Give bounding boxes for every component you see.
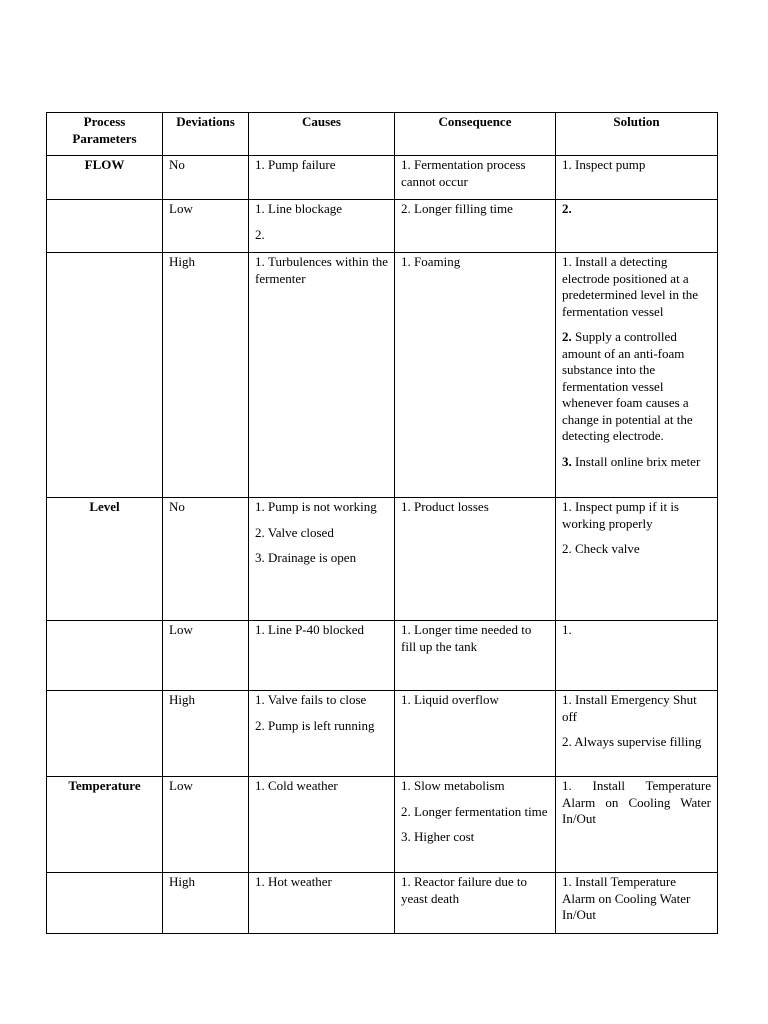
cell-causes-item: 2. <box>255 226 265 242</box>
cell-consequence <box>395 253 556 498</box>
solution-text: 2. Check valve <box>562 541 640 556</box>
cell-consequence <box>395 200 556 253</box>
cell-solution-item <box>562 622 711 639</box>
cell-parameter <box>47 200 163 253</box>
solution-text: 1. Inspect pump if it is working properly <box>562 499 679 531</box>
cell-deviation: High <box>163 253 249 498</box>
table-row <box>47 253 718 498</box>
cell-consequence-item: 1. Fermentation process cannot occur <box>401 157 526 189</box>
solution-text: 1. Install Emergency Shut off <box>562 692 697 724</box>
header-consequence: Consequence <box>395 113 556 156</box>
cell-deviation: High <box>163 873 249 934</box>
cell-causes-item: 1. Pump is not working <box>255 499 377 514</box>
cell-consequence-item: 1. Product losses <box>401 499 489 514</box>
cell-causes <box>249 621 395 691</box>
table-row <box>47 200 718 253</box>
cell-solution-item <box>562 254 711 320</box>
table-row <box>47 691 718 777</box>
cell-consequence-item: 1. Foaming <box>401 254 461 269</box>
cell-parameter: Temperature <box>47 777 163 873</box>
cell-consequence-item: 2. Longer filling time <box>401 201 513 216</box>
cell-deviation: Low <box>163 200 249 253</box>
cell-causes <box>249 253 395 498</box>
solution-text: Install online brix meter <box>571 453 701 469</box>
solution-text: 1. <box>562 622 572 637</box>
cell-causes-item: 1. Pump failure <box>255 157 336 172</box>
cell-causes <box>249 200 395 253</box>
cell-parameter <box>47 873 163 934</box>
cell-parameter <box>47 691 163 777</box>
cell-consequence <box>395 156 556 200</box>
solution-text: Supply a controlled amount of an anti-foam substance into the fermentation vessel whenever foam causes a change in potential at the detecting electrode. <box>562 329 693 443</box>
cell-causes <box>249 691 395 777</box>
header-row <box>47 113 718 156</box>
table-body <box>47 156 718 934</box>
cell-consequence <box>395 691 556 777</box>
cell-solution-item <box>562 499 711 532</box>
cell-deviation: High <box>163 691 249 777</box>
cell-deviation: No <box>163 156 249 200</box>
cell-solution <box>556 691 718 777</box>
cell-deviation: No <box>163 498 249 621</box>
table-row <box>47 498 718 621</box>
cell-consequence-item: 2. Longer fermentation time <box>401 803 548 819</box>
solution-number: 2. <box>562 201 572 216</box>
cell-solution-item <box>562 734 711 751</box>
cell-parameter: Level <box>47 498 163 621</box>
cell-consequence-item: 1. Liquid overflow <box>401 692 499 707</box>
cell-causes <box>249 873 395 934</box>
header-deviations: Deviations <box>163 113 249 156</box>
solution-text: 1. Install Temperature Alarm on Cooling Water In/Out <box>562 874 691 922</box>
cell-causes-item: 1. Line P-40 blocked <box>255 622 365 637</box>
cell-causes-item: 1. Hot weather <box>255 874 332 889</box>
cell-deviation: Low <box>163 621 249 691</box>
cell-causes-item: 1. Cold weather <box>255 778 338 793</box>
cell-solution <box>556 200 718 253</box>
cell-causes <box>249 156 395 200</box>
cell-consequence <box>395 621 556 691</box>
cell-solution <box>556 156 718 200</box>
table-row <box>47 777 718 873</box>
cell-parameter: FLOW <box>47 156 163 200</box>
cell-consequence-item: 1. Longer time needed to fill up the tank <box>401 622 532 654</box>
cell-causes <box>249 777 395 873</box>
cell-parameter <box>47 253 163 498</box>
cell-causes-item: 1. Line blockage <box>255 201 342 216</box>
table-row <box>47 873 718 934</box>
cell-solution <box>556 777 718 873</box>
cell-solution-item <box>562 329 711 445</box>
cell-solution-item <box>562 157 711 174</box>
table-row <box>47 621 718 691</box>
header-solution: Solution <box>556 113 718 156</box>
cell-consequence <box>395 873 556 934</box>
cell-causes-item: 1. Valve fails to close <box>255 692 367 707</box>
cell-causes-item: 3. Drainage is open <box>255 550 357 565</box>
cell-consequence-item: 1. Slow metabolism <box>401 778 505 793</box>
cell-solution-item <box>562 454 711 471</box>
cell-solution-item <box>562 541 711 558</box>
cell-solution <box>556 253 718 498</box>
solution-number: 2. <box>562 329 572 344</box>
cell-causes-item: 2. Valve closed <box>255 524 334 540</box>
cell-consequence <box>395 498 556 621</box>
cell-causes <box>249 498 395 621</box>
cell-consequence-item: 3. Higher cost <box>401 829 475 844</box>
cell-solution-item <box>562 778 711 828</box>
cell-consequence <box>395 777 556 873</box>
hazop-table <box>46 112 718 934</box>
header-causes: Causes <box>249 113 395 156</box>
table-row <box>47 156 718 200</box>
cell-causes-item: 1. Turbulences within the fermenter <box>255 254 388 286</box>
solution-text: 1. Install Temperature Alarm on Cooling Water In/Out <box>562 778 711 826</box>
cell-parameter <box>47 621 163 691</box>
cell-solution <box>556 621 718 691</box>
cell-solution <box>556 498 718 621</box>
header-process-parameters: Process Parameters <box>47 113 163 156</box>
cell-solution-item <box>562 201 711 218</box>
cell-solution-item <box>562 692 711 725</box>
cell-solution <box>556 873 718 934</box>
solution-text: 1. Inspect pump <box>562 157 646 172</box>
solution-number: 3. <box>562 453 572 469</box>
cell-consequence-item: 1. Reactor failure due to yeast death <box>401 874 527 906</box>
cell-deviation: Low <box>163 777 249 873</box>
solution-text: 2. Always supervise filling <box>562 734 702 749</box>
cell-solution-item <box>562 874 711 924</box>
cell-causes-item: 2. Pump is left running <box>255 717 375 733</box>
solution-text: 1. Install a detecting electrode positioned at a predetermined level in the fermentation vessel <box>562 254 699 319</box>
